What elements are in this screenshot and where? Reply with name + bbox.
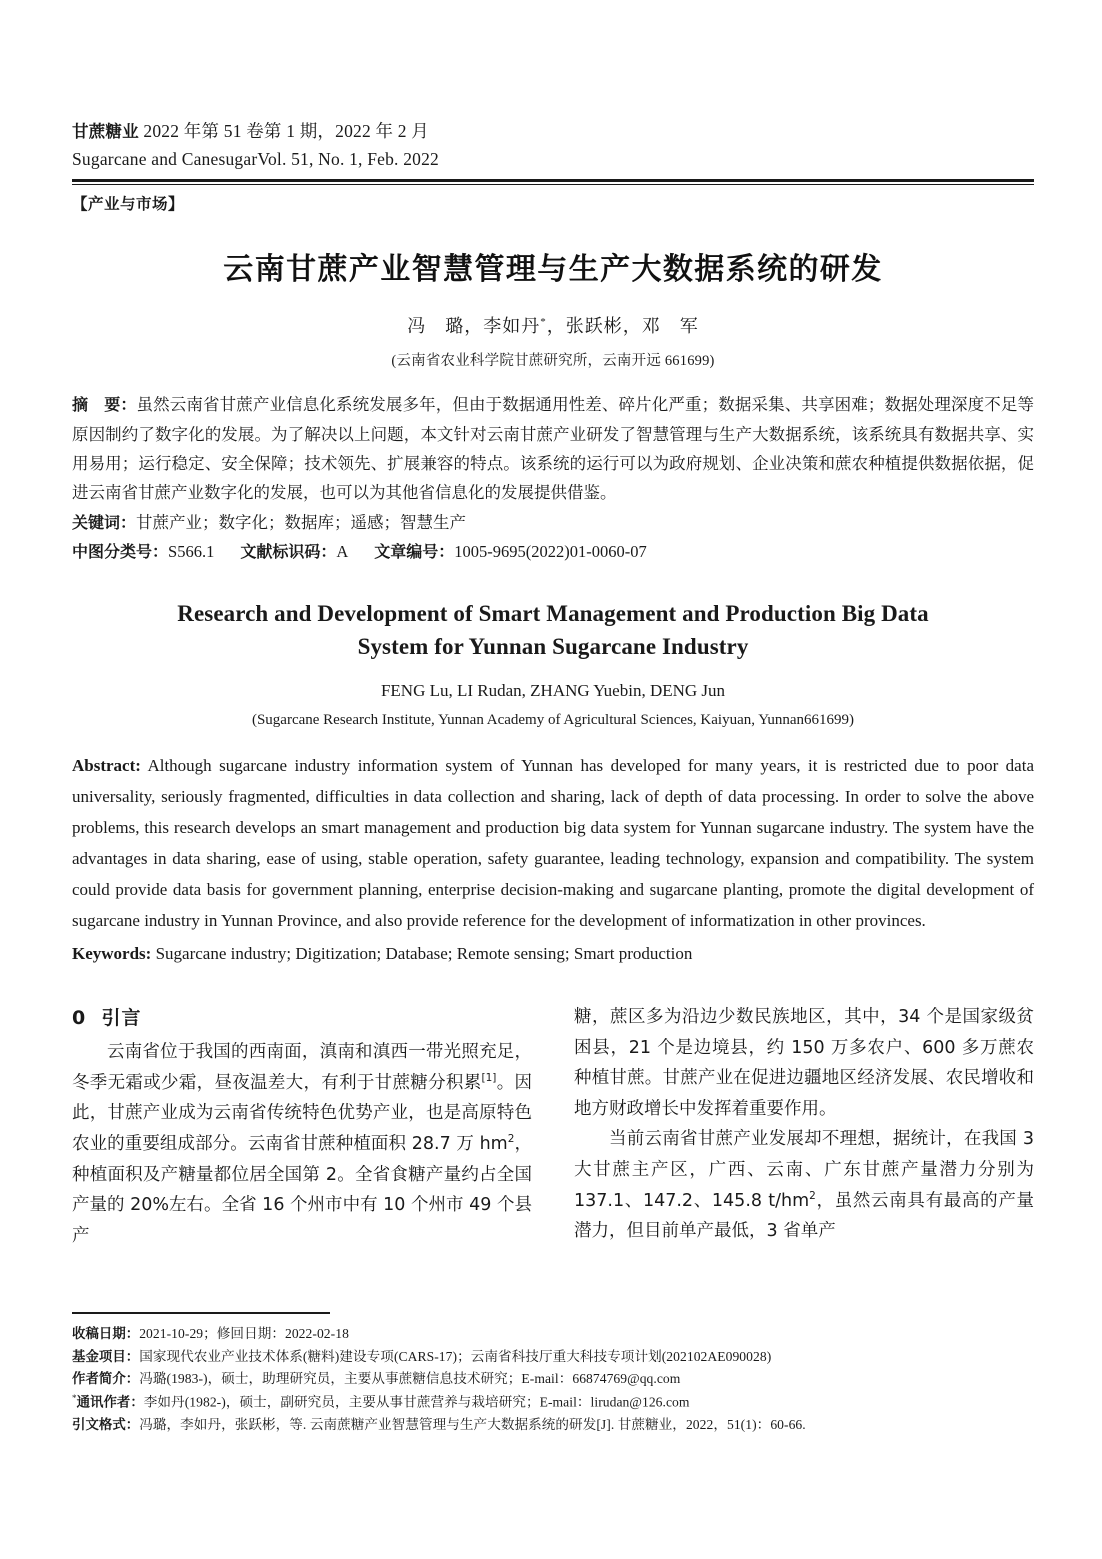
document-code-label: 文献标识码： <box>240 542 337 562</box>
footnote-citation-label: 引文格式： <box>72 1418 140 1434</box>
abstract-en-block <box>72 751 1034 937</box>
keywords-en-label: Keywords: <box>72 944 152 964</box>
body-columns <box>72 1002 1034 1252</box>
body-paragraph-1-c: ，种植面积及产糖量都位居全国第 2。全省食糖产量约占全国产量的 20%左右。全省 16 个州市中有 10 个州市 49 个县产 <box>72 1134 533 1246</box>
footnote-block <box>72 1312 1034 1437</box>
body-paragraph-1-a: 云南省位于我国的西南面，滇南和滇西一带光照充足，冬季无霜或少霜，昼夜温差大，有利于甘蔗糖分积累 <box>72 1042 532 1093</box>
column-label: 【产业与市场】 <box>72 195 185 214</box>
header-divider <box>72 179 1034 185</box>
authors-cn <box>72 312 1034 338</box>
classification-line <box>72 537 1034 566</box>
document-code-value: A <box>336 542 349 562</box>
citation-ref-1: [1] <box>481 1072 497 1085</box>
page-title-en-line2: System for Yunnan Sugarcane Industry <box>357 634 749 660</box>
footnote-corresponding-label: 通讯作者： <box>76 1395 144 1411</box>
footnote-citation-text: 冯璐，李如丹，张跃彬，等. 云南蔗糖产业智慧管理与生产大数据系统的研发[J]. 甘蔗糖业，2022，51(1)：60-66. <box>139 1417 806 1433</box>
footnote-author-bio <box>72 1368 1034 1391</box>
body-column-right <box>574 1002 1034 1252</box>
authors-cn-text: 冯 璐，李如丹 <box>407 316 541 337</box>
corresponding-marker: * <box>540 316 547 329</box>
footnote-fund-text: 国家现代农业产业技术体系(糖料)建设专项(CARS-17)；云南省科技厅重大科技专项计划(202102AE090028) <box>139 1348 772 1364</box>
section-title-text: 引言 <box>101 1006 142 1029</box>
footnote-citation <box>72 1414 1034 1437</box>
authors-cn-text-2: ，张跃彬，邓 军 <box>546 316 699 337</box>
section-number: 0 <box>72 1006 87 1029</box>
body-column-left <box>72 1002 532 1252</box>
clc-value: S566.1 <box>168 542 215 562</box>
footnote-author-bio-text: 冯璐(1983-)，硕士，助理研究员，主要从事蔗糖信息技术研究；E-mail：66874769@qq.com <box>139 1371 681 1387</box>
journal-name-en: Sugarcane and CanesugarVol. 51, No. 1, Feb. 2022 <box>72 149 439 170</box>
abstract-cn-label: 摘 要： <box>72 395 137 415</box>
abstract-en-paragraph <box>72 751 1034 937</box>
footnote-corresponding <box>72 1391 1034 1414</box>
section-heading <box>72 1002 532 1035</box>
body-paragraph-2-b: ，虽然云南具有最高的产量潜力，但目前单产最低，3 省单产 <box>574 1190 1034 1242</box>
article-number-label: 文章编号： <box>374 542 455 562</box>
footnote-received-label: 收稿日期： <box>72 1327 140 1342</box>
keywords-cn-label: 关键词： <box>72 512 137 532</box>
corresponding-author-marker: * <box>72 1393 77 1404</box>
body-paragraph-1 <box>72 1037 532 1251</box>
abstract-cn-paragraph <box>72 390 1034 508</box>
keywords-en-line <box>72 939 1034 970</box>
page-content <box>72 118 1034 1252</box>
footnote-divider <box>72 1312 330 1314</box>
page-title-en <box>72 597 1034 664</box>
affiliation-cn: (云南省农业科学院甘蔗研究所，云南开远 661699) <box>391 353 715 370</box>
keywords-cn-text: 甘蔗产业；数字化；数据库；遥感；智慧生产 <box>136 512 467 532</box>
body-paragraph-2-a: 当前云南省甘蔗产业发展却不理想，据统计，在我国 3 大甘蔗主产区，广西、云南、广东甘蔗产量潜力分别为 137.1、147.2、145.8 t/hm <box>574 1129 1034 1211</box>
page-title-en-line1: Research and Development of Smart Management and Production Big Data <box>177 600 929 626</box>
keywords-cn-line <box>72 508 1034 537</box>
footnote-fund-label: 基金项目： <box>72 1349 140 1365</box>
body-paragraph-2 <box>574 1124 1034 1247</box>
issue-info-cn: 2022 年第 51 卷第 1 期，2022 年 2 月 <box>143 121 429 141</box>
footnote-received <box>72 1323 1034 1346</box>
footnote-fund <box>72 1346 1034 1369</box>
page-title-cn: 云南甘蔗产业智慧管理与生产大数据系统的研发 <box>223 252 883 288</box>
authors-en: FENG Lu, LI Rudan, ZHANG Yuebin, DENG Jun <box>380 681 726 701</box>
footnote-received-text: 2021-10-29；修回日期：2022-02-18 <box>139 1326 349 1341</box>
running-head <box>72 118 1034 173</box>
abstract-cn-text: 虽然云南省甘蔗产业信息化系统发展多年，但由于数据通用性差、碎片化严重；数据采集、共享困难；数据处理深度不足等原因制约了数字化的发展。为了解决以上问题，本文针对云南甘蔗产业研发了智慧管理与生产大数据系统，该系统具有数据共享、实用易用；运行稳定、安全保障；技术领先、扩展兼容的特点。该系统的运行可以为政府规划、企业决策和蔗农种植提供数据依据，促进云南省甘蔗产业数字化的发展，也可以为其他省信息化的发展提供借鉴。 <box>72 395 1034 503</box>
unit-exponent-1: 2 <box>507 1133 515 1146</box>
abstract-en-text: Although sugarcane industry information system of Yunnan has developed for many years, it is restricted due to poor data universality, seriously fragmented, difficulties in data collection and sharing, lack of depth of data processing. In order to solve the above problems, this research develops an smart management and production big data system for Yunnan sugarcane industry. The system have the advantages in data sharing, ease of using, stable operation, safety guarantee, leading technology, expansion and compatibility. The system could provide data basis for government planning, enterprise decision-making and sugarcane planting, promote the digital development of sugarcane industry in Yunnan Province, and also provide reference for the development of informatization in other provinces. <box>72 756 1034 931</box>
footnote-corresponding-text: 李如丹(1982-)，硕士，副研究员，主要从事甘蔗营养与栽培研究；E-mail：lirudan@126.com <box>143 1394 690 1410</box>
unit-exponent-2: 2 <box>809 1189 816 1202</box>
article-number-value: 1005-9695(2022)01-0060-07 <box>454 542 647 562</box>
body-paragraph-1-continued: 糖，蔗区多为沿边少数民族地区，其中，34 个是国家级贫困县，21 个是边境县，约 150 万多农户、600 多万蔗农种植甘蔗。甘蔗产业在促进边疆地区经济发展、农民增收和地方财政增长中发挥着重要作用。 <box>574 1006 1034 1119</box>
running-head-line-cn <box>72 118 1034 145</box>
keywords-en-text: Sugarcane industry; Digitization; Database; Remote sensing; Smart production <box>151 944 693 964</box>
clc-label: 中图分类号： <box>72 542 169 562</box>
abstract-en-label: Abstract: <box>72 756 141 776</box>
body-paragraph-1-b: 。因此，甘蔗产业成为云南省传统特色优势产业，也是高原特色农业的重要组成部分。云南省甘蔗种植面积 28.7 万 hm <box>72 1072 533 1155</box>
journal-name-cn: 甘蔗糖业 <box>72 122 139 141</box>
abstract-cn-block <box>72 390 1034 566</box>
footnote-author-bio-label: 作者简介： <box>72 1372 140 1388</box>
affiliation-en: (Sugarcane Research Institute, Yunnan Academy of Agricultural Sciences, Kaiyuan, Yunnan661699) <box>251 712 855 729</box>
